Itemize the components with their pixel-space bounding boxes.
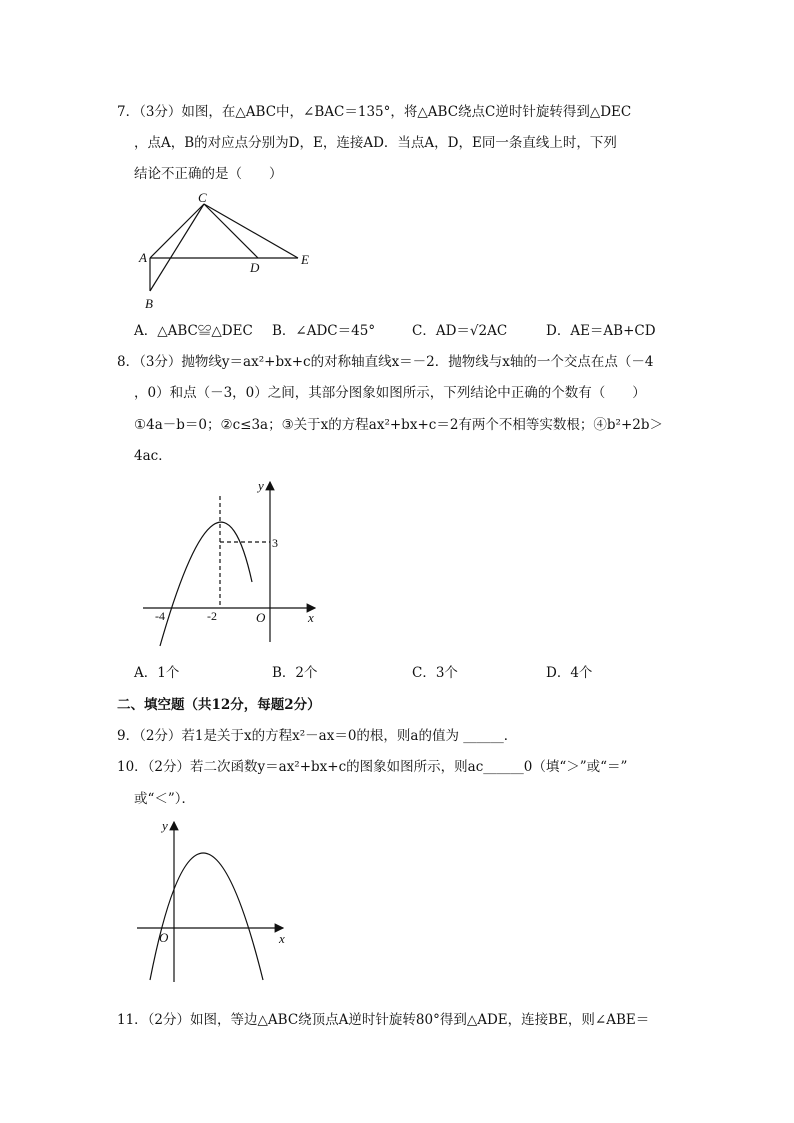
section-heading: 二、填空题（共12分，每题2分） <box>117 697 321 713</box>
q8-x-axis-label: x <box>308 610 314 625</box>
q7-option-c: C．AD＝√2AC <box>412 323 508 339</box>
q8-tick-3: 3 <box>272 536 278 550</box>
label-a: A <box>139 250 147 265</box>
q7-figure <box>130 188 330 316</box>
q8-figure <box>135 476 335 652</box>
q8-option-b: B．2个 <box>272 665 318 681</box>
q8-origin-label: O <box>256 610 266 625</box>
q7-line-1: 7．（3分）如图，在△ABC中，∠BAC＝135°，将△ABC绕点C逆时针旋转得到△DEC <box>117 104 632 120</box>
q8-line-2: ，0）和点（－3，0）之间，其部分图象如图所示，下列结论中正确的个数有（ ） <box>134 385 646 401</box>
q8-line-4: 4ac． <box>134 448 172 464</box>
q8-tick-minus-4: -4 <box>155 609 165 623</box>
q11-text: 11．（2分）如图，等边△ABC绕顶点A逆时针旋转80°得到△ADE，连接BE，则∠ABE＝ <box>117 1012 650 1028</box>
q10-y-axis-label: y <box>162 818 168 833</box>
q7-line-3: 结论不正确的是（ ） <box>134 166 283 182</box>
q7-option-a: A．△ABC≌△DEC <box>134 323 253 339</box>
q10-line-1: 10．（2分）若二次函数y＝ax²+bx+c的图象如图所示，则ac______0（填“＞”或“＝” <box>117 759 628 775</box>
q10-origin-label: O <box>159 930 169 945</box>
q8-line-1: 8．（3分）抛物线y＝ax²+bx+c的对称轴直线x＝－2．抛物线与x轴的一个交点在点（－4 <box>117 354 654 370</box>
label-e: E <box>301 252 309 267</box>
q10-x-axis-label: x <box>279 931 285 946</box>
q8-line-3: ①4a－b＝0；②c≤3a；③关于x的方程ax²+bx+c＝2有两个不相等实数根；④b²+2b＞ <box>134 417 663 433</box>
q10-line-2: 或“＜”）． <box>134 791 196 807</box>
q8-option-c: C．3个 <box>412 665 458 681</box>
q9-text: 9．（2分）若1是关于x的方程x²－ax＝0的根，则a的值为 ______． <box>117 728 518 744</box>
q10-figure <box>135 814 305 986</box>
q8-tick-minus-2: -2 <box>207 609 217 623</box>
label-d: D <box>250 260 260 275</box>
label-b: B <box>145 296 153 311</box>
q7-line-2: ，点A，B的对应点分别为D，E，连接AD．当点A，D，E同一条直线上时，下列 <box>134 135 617 151</box>
q8-option-a: A．1个 <box>134 665 180 681</box>
label-c: C <box>198 190 207 205</box>
q8-option-d: D．4个 <box>546 665 593 681</box>
q7-option-b: B．∠ADC＝45° <box>272 323 376 339</box>
q8-y-axis-label: y <box>258 478 264 493</box>
q7-option-d: D．AE＝AB+CD <box>546 323 656 339</box>
